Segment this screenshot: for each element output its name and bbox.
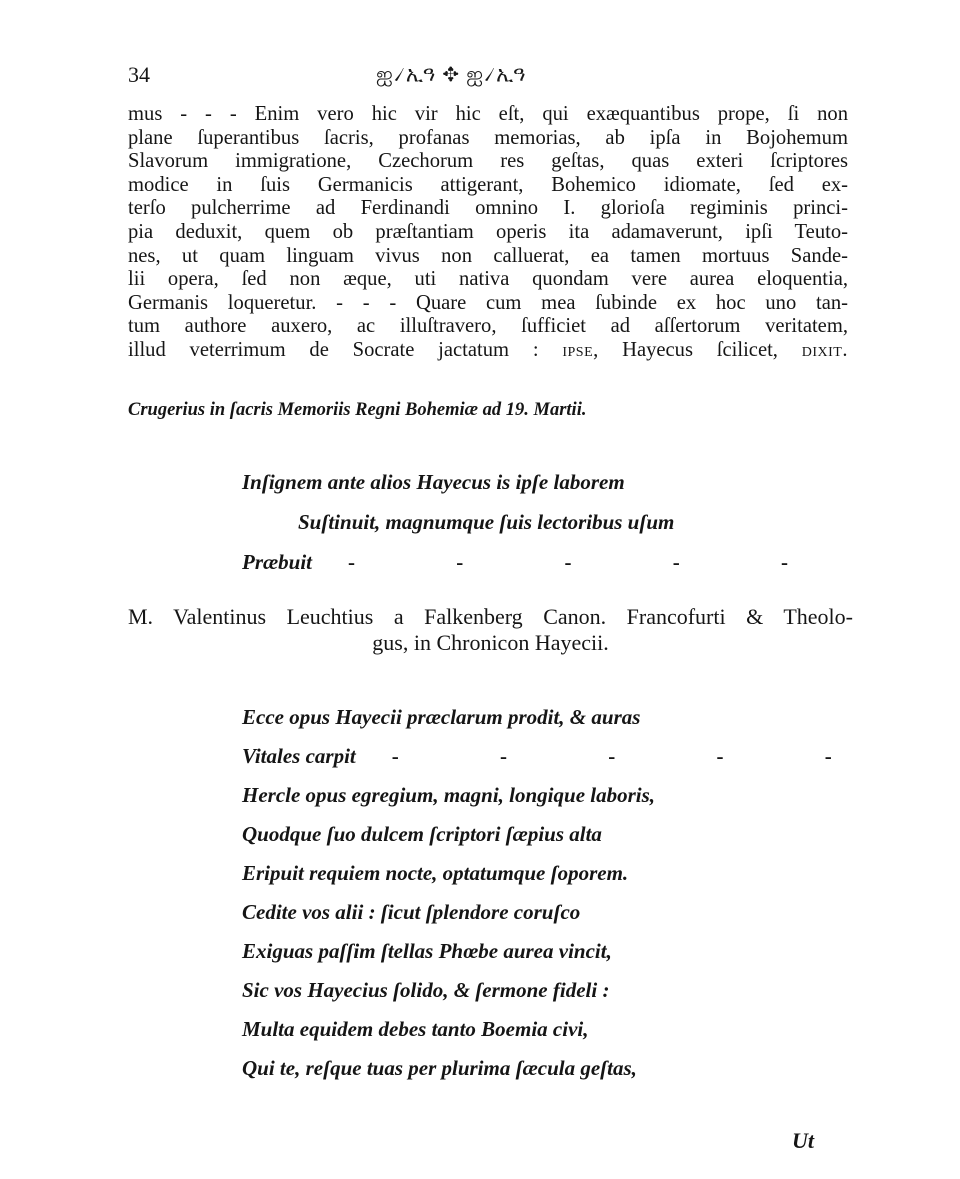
text-line: pia deduxit, quem ob præſtantiam operis ita adamaverunt, ipſi Teuto-	[128, 220, 848, 243]
ellipsis-dashes: - - - - -	[391, 744, 880, 768]
verse-line: Sic vos Hayecius ſolido, & ſermone fideli :	[242, 978, 610, 1002]
verse-block-2	[242, 698, 880, 1088]
verse-line: Hercle opus egregium, magni, longique laboris,	[242, 783, 656, 807]
heading-line: M. Valentinus Leuchtius a Falkenberg Canon. Francofurti & Theolo-	[128, 604, 853, 629]
verse-word: Vitales carpit	[242, 744, 356, 768]
body-paragraph	[128, 103, 848, 363]
verse-line	[242, 542, 836, 582]
text-line: Germanis loqueretur. - - - Quare cum mea ſubinde ex hoc uno tan-	[128, 291, 848, 314]
text-line: modice in ſuis Germanicis attigerant, Bohemico idiomate, ſed ex-	[128, 173, 848, 196]
text-line: nes, ut quam linguam vivus non calluerat, ea tamen mortuus Sande-	[128, 244, 848, 267]
verse-block-1	[242, 462, 836, 582]
verse-line: Cedite vos alii : ſicut ſplendore coruſco	[242, 900, 581, 924]
page-number: 34	[128, 62, 150, 87]
text-line: terſo pulcherrime ad Ferdinandi omnino I. glorioſa regiminis princi-	[128, 197, 848, 220]
text-line: tum authore auxero, ac illuſtravero, ſufficiet ad aſſertorum veritatem,	[128, 315, 848, 338]
text-line: lii opera, ſed non æque, uti nativa quondam vere aurea eloquentia,	[128, 268, 848, 291]
verse-line: Eripuit requiem nocte, optatumque ſoporem.	[242, 861, 629, 885]
verse-line: Quodque ſuo dulcem ſcriptori ſæpius alta	[242, 822, 602, 846]
section-heading	[128, 604, 853, 656]
verse-line: Suſtinuit, magnumque ſuis lectoribus uſum	[298, 510, 675, 534]
dixit-word: dixit.	[801, 338, 848, 361]
verse-line: Ecce opus Hayecii præclarum prodit, & auras	[242, 705, 641, 729]
text-line-last	[128, 339, 848, 363]
header-ornament: ஐ৴ኢዓ ✥ ஐ৴ኢዓ	[376, 62, 527, 86]
heading-line: gus, in Chronicon Hayecii.	[372, 630, 609, 655]
ellipsis-dashes: - - - - -	[348, 550, 836, 574]
text-line: mus - - - Enim vero hic vir hic eſt, qui exæquantibus prope, ſi non	[128, 103, 848, 125]
last-line-start: illud veterrimum de Socrate jactatum :	[128, 338, 563, 361]
ipse-word: ipse	[562, 338, 594, 361]
verse-line: Exiguas paſſim ſtellas Phœbe aurea vincit,	[242, 939, 612, 963]
verse-line	[242, 737, 880, 776]
verse-line: Qui te, reſque tuas per plurima ſæcula geſtas,	[242, 1056, 637, 1080]
text-line: plane ſuperantibus ſacris, profanas memorias, ab ipſa in Bojohemum	[128, 126, 848, 149]
verse-line: Multa equidem debes tanto Boemia civi,	[242, 1017, 589, 1041]
last-line-mid: , Hayecus ſcilicet,	[593, 338, 802, 361]
verse-word: Præbuit	[242, 550, 313, 574]
text-line: Slavorum immigratione, Czechorum res geſtas, quas exteri ſcriptores	[128, 150, 848, 173]
verse-line: Inſignem ante alios Hayecus is ipſe laborem	[242, 470, 625, 494]
citation: Crugerius in ſacris Memoriis Regni Bohemiæ ad 19. Martii.	[128, 400, 587, 420]
catchword: Ut	[792, 1128, 814, 1153]
